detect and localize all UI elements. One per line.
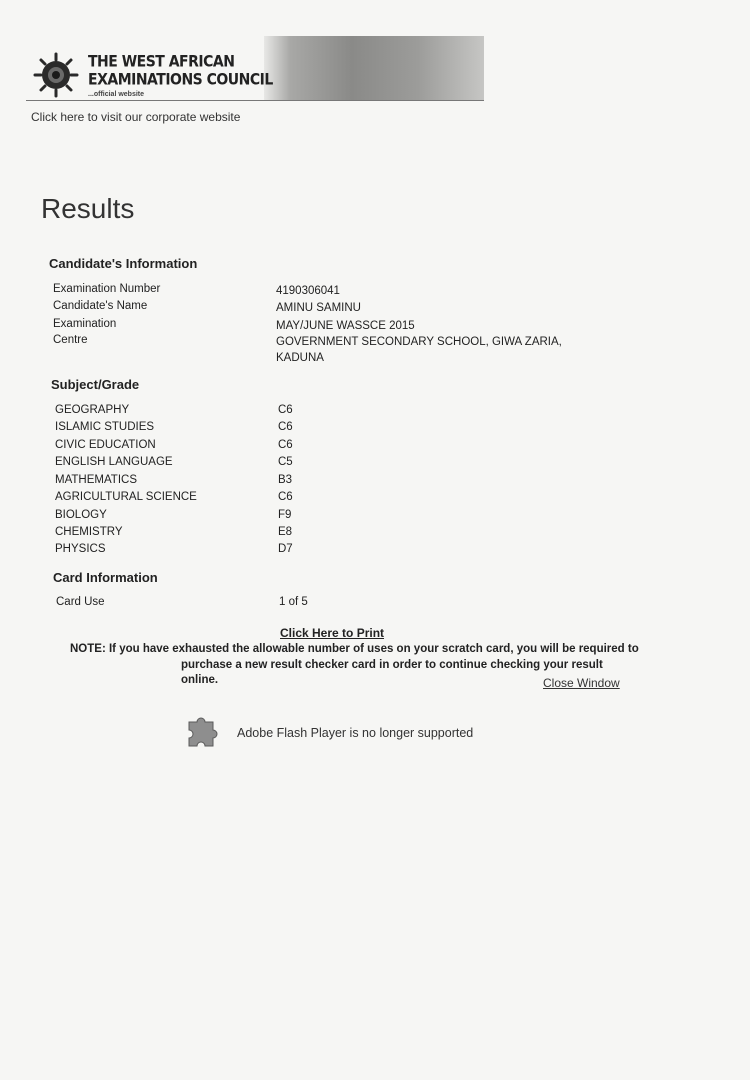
subject-grade: D7	[278, 543, 293, 555]
subject-name: CIVIC EDUCATION	[55, 439, 156, 451]
info-label: Examination Number	[53, 283, 161, 295]
note-prefix: NOTE:	[70, 643, 106, 655]
subject-name: MATHEMATICS	[55, 474, 137, 486]
subject-name: ISLAMIC STUDIES	[55, 421, 155, 433]
banner-photo	[264, 36, 484, 100]
corporate-website-link[interactable]: Click here to visit our corporate website	[31, 110, 241, 124]
close-window-link[interactable]: Close Window	[543, 676, 620, 690]
note-line1: If you have exhausted the allowable number of uses on your scratch card, you will be required to	[108, 643, 639, 655]
subject-grade: E8	[278, 526, 293, 538]
waec-logo-icon	[32, 52, 80, 98]
org-name-line1: THE WEST AFRICAN	[88, 52, 235, 72]
card-info-heading: Card Information	[53, 570, 158, 585]
subject-name: PHYSICS	[55, 543, 106, 555]
info-value: GOVERNMENT SECONDARY SCHOOL, GIWA ZARIA, KADUNA	[276, 336, 562, 364]
print-link[interactable]: Click Here to Print	[280, 626, 385, 640]
subject-grade: C6	[278, 491, 293, 503]
info-label: Candidate's Name	[53, 300, 148, 312]
note-line2: purchase a new result checker card in order to continue checking your result online.	[181, 658, 603, 686]
card-use-value: 1 of 5	[279, 596, 308, 608]
subject-name: AGRICULTURAL SCIENCE	[55, 491, 197, 503]
subject-name: ENGLISH LANGUAGE	[55, 456, 173, 468]
org-name-line2: EXAMINATIONS COUNCIL	[88, 70, 273, 90]
info-value: 4190306041	[276, 285, 340, 297]
page-title: Results	[41, 193, 135, 224]
subject-name: GEOGRAPHY	[55, 404, 130, 416]
official-website-tag: ...official website	[88, 91, 145, 98]
puzzle-piece-icon	[183, 712, 223, 752]
subject-name: CHEMISTRY	[55, 526, 123, 538]
subject-grade-heading: Subject/Grade	[51, 377, 140, 392]
subject-grade: C6	[278, 439, 293, 451]
card-use-label: Card Use	[56, 596, 105, 608]
info-label: Examination	[53, 318, 117, 330]
subject-grade: F9	[278, 509, 292, 521]
candidate-info-heading: Candidate's Information	[49, 256, 198, 271]
waec-header	[26, 36, 484, 102]
plugin-message: Adobe Flash Player is no longer supported	[237, 726, 474, 740]
header-divider	[26, 100, 484, 101]
flash-plugin-placeholder[interactable]	[183, 712, 503, 754]
info-label: Centre	[53, 334, 88, 346]
info-value: MAY/JUNE WASSCE 2015	[276, 320, 415, 332]
subject-grade: C5	[278, 456, 293, 468]
subject-grade: C6	[278, 421, 293, 433]
subject-grade: C6	[278, 404, 293, 416]
info-value: AMINU SAMINU	[276, 302, 361, 314]
subject-name: BIOLOGY	[55, 509, 107, 521]
subject-grade: B3	[278, 474, 293, 486]
